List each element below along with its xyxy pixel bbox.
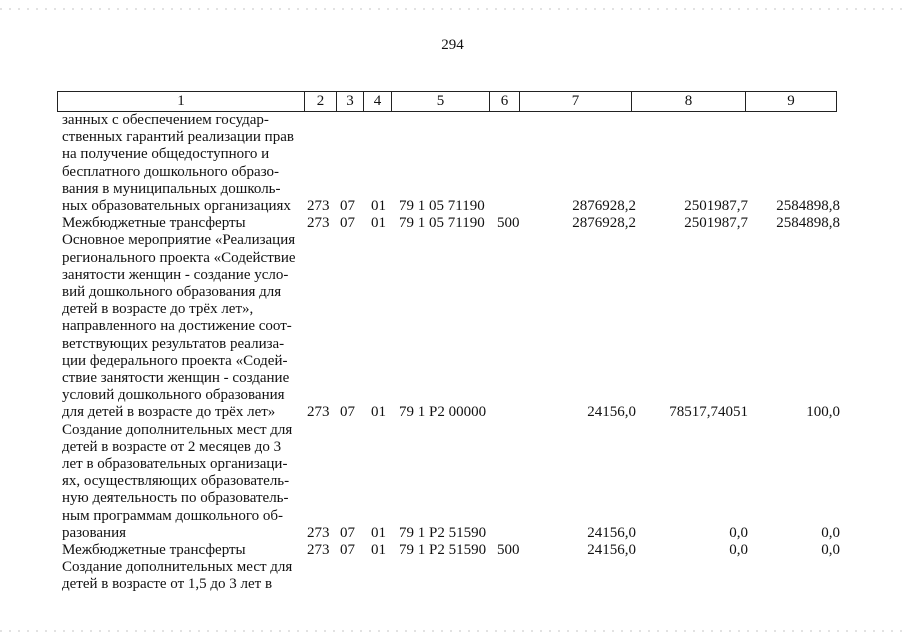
column-header-6: 6 <box>490 92 520 112</box>
table-row <box>0 112 905 215</box>
row-name <box>62 422 300 542</box>
row-name <box>62 112 300 215</box>
cell-c4: 01 <box>371 524 386 541</box>
cell-c5: 79 1 P2 51590 <box>399 542 487 558</box>
table-row <box>0 215 905 232</box>
row-name-line: направленного на достижение соот- <box>62 318 292 335</box>
row-name <box>62 559 300 593</box>
row-name-line: Основное мероприятие «Реализация <box>62 232 296 249</box>
cell-c2: 273 <box>307 404 330 421</box>
cell-c5: 79 1 05 71190 <box>399 215 485 232</box>
column-header-5: 5 <box>392 92 490 112</box>
cell-c4: 01 <box>371 542 386 558</box>
cell-c5: 79 1 P2 00000 <box>399 404 487 421</box>
cell-c8: 2501987,7 <box>684 215 748 232</box>
row-name-line: ствие занятости женщин - создание <box>62 370 290 387</box>
column-header-9: 9 <box>746 92 837 112</box>
cell-c8: 0,0 <box>729 542 748 558</box>
cell-c4: 01 <box>371 215 386 232</box>
cell-c5: 79 1 05 71190 <box>399 198 485 214</box>
table-row <box>0 559 905 593</box>
cell-c2: 273 <box>307 524 330 541</box>
row-name <box>62 542 300 559</box>
cell-c9: 0,0 <box>821 524 840 541</box>
row-name-line: ях, осуществляющих образователь- <box>62 473 290 490</box>
column-header-table <box>57 91 837 112</box>
row-name-line: Создание дополнительных мест для <box>62 421 293 438</box>
row-name-line: вий дошкольного образования для <box>62 284 282 300</box>
row-name-line: ную деятельность по образователь- <box>62 490 289 507</box>
cell-c7: 24156,0 <box>587 404 636 421</box>
row-name-line: ных образовательных организациях <box>62 198 291 215</box>
page-number: 294 <box>441 37 464 53</box>
row-name-line: детей в возрасте от 1,5 до 3 лет в <box>62 576 273 593</box>
cell-c4: 01 <box>371 198 386 214</box>
cell-c4: 01 <box>371 404 386 421</box>
scan-noise-bottom <box>0 630 905 632</box>
table-row <box>0 422 905 542</box>
cell-c3: 07 <box>340 198 355 214</box>
row-name-line: ветствующих результатов реализа- <box>62 335 285 352</box>
cell-c3: 07 <box>340 524 355 541</box>
cell-c3: 07 <box>340 404 355 421</box>
cell-c2: 273 <box>307 215 330 232</box>
cell-c7: 2876928,2 <box>572 198 636 214</box>
row-name-line: детей в возрасте до трёх лет», <box>62 301 254 318</box>
column-header-3: 3 <box>337 92 364 112</box>
row-name-line: ственных гарантий реализации прав <box>62 129 294 146</box>
column-header-row <box>58 92 837 112</box>
table-row <box>0 542 905 559</box>
row-name-line: лет в образовательных организаци- <box>62 456 288 472</box>
row-name-line: детей в возрасте от 2 месяцев до 3 <box>62 438 282 455</box>
cell-c8: 78517,74051 <box>669 404 748 421</box>
cell-c8: 2501987,7 <box>684 198 748 214</box>
column-header-7: 7 <box>520 92 632 112</box>
column-header-1: 1 <box>58 92 305 112</box>
cell-c9: 0,0 <box>821 542 840 558</box>
cell-c2: 273 <box>307 542 330 558</box>
row-name-line: бесплатного дошкольного образо- <box>62 163 280 180</box>
cell-c2: 273 <box>307 198 330 214</box>
table-row <box>0 232 905 421</box>
cell-c7: 2876928,2 <box>572 215 636 232</box>
column-header-4: 4 <box>364 92 392 112</box>
cell-c8: 0,0 <box>729 524 748 541</box>
cell-c6: 500 <box>497 542 520 558</box>
cell-c6: 500 <box>497 215 520 232</box>
row-name-line: условий дошкольного образования <box>62 387 285 404</box>
column-header-8: 8 <box>632 92 746 112</box>
cell-c9: 2584898,8 <box>776 198 840 214</box>
row-name-line: для детей в возрасте до трёх лет» <box>62 404 276 421</box>
row-name-line: Межбюджетные трансферты <box>62 215 246 232</box>
cell-c3: 07 <box>340 542 355 558</box>
cell-c5: 79 1 P2 51590 <box>399 524 487 541</box>
row-name <box>62 215 300 232</box>
row-name-line: разования <box>62 524 126 541</box>
row-name-line: Создание дополнительных мест для <box>62 559 293 576</box>
cell-c3: 07 <box>340 215 355 232</box>
row-name-line: вания в муниципальных дошколь- <box>62 180 281 197</box>
row-name-line: регионального проекта «Содействие <box>62 249 296 266</box>
row-name-line: занных с обеспечением государ- <box>62 112 269 128</box>
row-name-line: занятости женщин - создание усло- <box>62 266 289 283</box>
row-name <box>62 232 300 421</box>
cell-c9: 2584898,8 <box>776 215 840 232</box>
column-header-2: 2 <box>305 92 337 112</box>
row-name-line: Межбюджетные трансферты <box>62 542 246 558</box>
scan-noise-top <box>0 8 905 10</box>
row-name-line: на получение общедоступного и <box>62 146 270 163</box>
row-name-line: ным программам дошкольного об- <box>62 507 283 524</box>
row-name-line: ции федерального проекта «Содей- <box>62 352 288 369</box>
cell-c7: 24156,0 <box>587 524 636 541</box>
cell-c7: 24156,0 <box>587 542 636 558</box>
cell-c9: 100,0 <box>806 404 840 421</box>
